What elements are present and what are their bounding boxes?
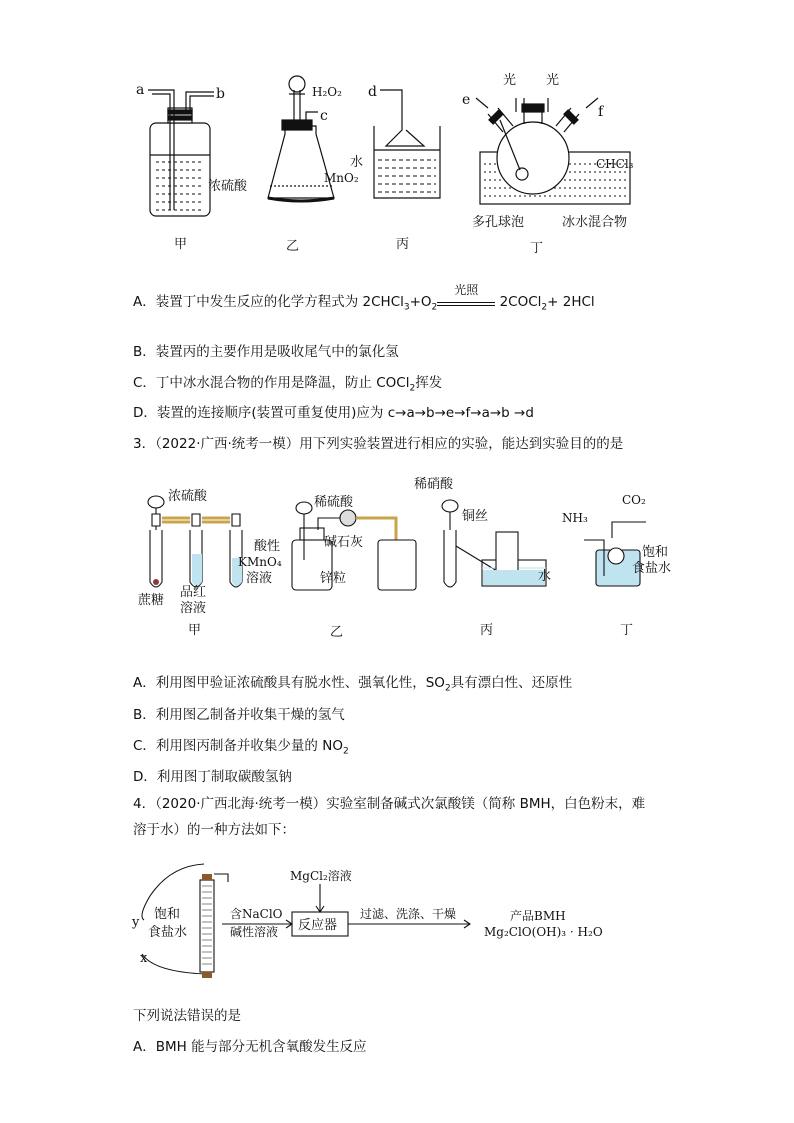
label-b: b — [216, 86, 225, 102]
q3-option-a: A．利用图甲验证浓硫酸具有脱水性、强氧化性，$SO_2$具有漂白性、还原性 — [133, 675, 573, 694]
label-kmno4: KMnO₄ — [238, 555, 282, 569]
label-conc-h2so4-2: 浓硫酸 — [168, 489, 208, 504]
q4-stem: 4．（2020·广西北海·统考一模）实验室制备碱式次氯酸镁（简称 BMH，白色粉末，难 溶于水）的一种方法如下： — [133, 796, 646, 838]
q4-option-a: A．BMH 能与部分无机含氧酸发生反应 — [133, 1039, 367, 1055]
label-pinhong: 品红 — [180, 585, 207, 600]
q3-stem: 3．（2022·广西·统考一模）用下列实验装置进行相应的实验，能达到实验目的的是 — [133, 436, 624, 452]
label-zinc: 锌粒 — [320, 571, 347, 586]
label-a: a — [136, 82, 145, 98]
q2-option-c: C．丁中冰水混合物的作用是降温，防止 COCl$_2$挥发 — [133, 375, 443, 394]
label-porous-bubbler: 多孔球泡 — [472, 215, 525, 230]
water-fill — [483, 570, 545, 585]
q3-option-d: D．利用图丁制取碳酸氢钠 — [133, 769, 292, 785]
caption-bing: 丙 — [396, 237, 410, 252]
label-mno2: MnO₂ — [324, 171, 359, 185]
bottle-jia — [148, 90, 214, 216]
label-conc-h2so4: 浓硫酸 — [208, 179, 248, 194]
label-c: c — [320, 108, 328, 124]
label-water: 水 — [350, 155, 364, 170]
label-saturated-2: 饱和 — [154, 907, 181, 922]
q4-prompt: 下列说法错误的是 — [133, 1008, 241, 1024]
label-dilute-h2so4: 稀硫酸 — [314, 495, 354, 510]
flow-figure-3 — [130, 856, 650, 986]
label-soda-lime: 碱石灰 — [324, 535, 364, 550]
caption-jia-2: 甲 — [188, 623, 202, 638]
label-light-2: 光 — [546, 73, 560, 88]
label-solution-1: 溶液 — [180, 601, 207, 616]
q2-option-d: D．装置的连接顺序(装置可重复使用)应为 c→a→b→e→f→a→b →d — [133, 405, 534, 421]
q3-option-b: B．利用图乙制备并收集干燥的氢气 — [133, 707, 345, 723]
label-co2: CO₂ — [622, 493, 646, 507]
caption-ding: 丁 — [530, 241, 544, 255]
q3-option-c: C．利用图丙制备并收集少量的 $NO_2$ — [133, 738, 349, 757]
condition-arrow: 光照 — [437, 294, 495, 306]
apparatus-figure-1 — [128, 70, 688, 255]
label-acidic: 酸性 — [254, 539, 281, 554]
label-water-2: 水 — [538, 569, 552, 584]
label-product: 产品BMH — [510, 909, 566, 923]
flask-ding — [476, 98, 630, 204]
q2-option-a: A．装置丁中发生反应的化学方程式为 $2CHCl_3+O_2$ 光照 2COCl$_2$+ 2HCl — [133, 283, 595, 313]
label-reactor: 反应器 — [298, 918, 338, 933]
beaker-bing — [374, 90, 440, 198]
caption-yi-2: 乙 — [330, 625, 344, 640]
label-brine: 食盐水 — [632, 561, 672, 576]
label-filter-wash-dry: 过滤、洗涤、干燥 — [360, 907, 457, 921]
label-chcl3: CHCl₃ — [596, 157, 634, 171]
caption-yi: 乙 — [286, 239, 300, 254]
label-light-1: 光 — [503, 73, 517, 88]
caption-ding-2: 丁 — [620, 623, 634, 638]
label-h2o2: H₂O₂ — [312, 85, 342, 99]
setup-ding — [584, 522, 646, 586]
sugar-mark — [153, 579, 159, 585]
setup-jia — [148, 496, 242, 587]
label-ice-water: 冰水混合物 — [562, 215, 628, 230]
apparatus-figure-2 — [134, 470, 694, 650]
caption-jia: 甲 — [174, 237, 188, 252]
label-f: f — [598, 104, 604, 120]
label-y: y — [132, 915, 140, 930]
label-saturated: 饱和 — [642, 545, 669, 560]
label-dilute-hno3: 稀硝酸 — [414, 477, 454, 492]
q2-option-b: B．装置丙的主要作用是吸收尾气中的氯化氢 — [133, 344, 399, 360]
caption-bing-2: 丙 — [480, 623, 494, 638]
label-sucrose: 蔗糖 — [138, 593, 165, 608]
label-brine-2: 食盐水 — [148, 925, 188, 940]
label-solution-2: 溶液 — [246, 571, 273, 586]
label-copper-wire: 铜丝 — [462, 509, 489, 524]
label-e: e — [462, 92, 471, 108]
label-nh3: NH₃ — [562, 511, 588, 525]
label-formula: Mg₂ClO(OH)₃ · H₂O — [484, 925, 603, 939]
label-naclo: 含NaClO — [230, 907, 283, 921]
label-alkaline: 碱性溶液 — [230, 925, 279, 939]
label-mgcl2: MgCl₂溶液 — [290, 869, 352, 883]
label-x: x — [140, 951, 148, 966]
label-d: d — [368, 84, 377, 100]
